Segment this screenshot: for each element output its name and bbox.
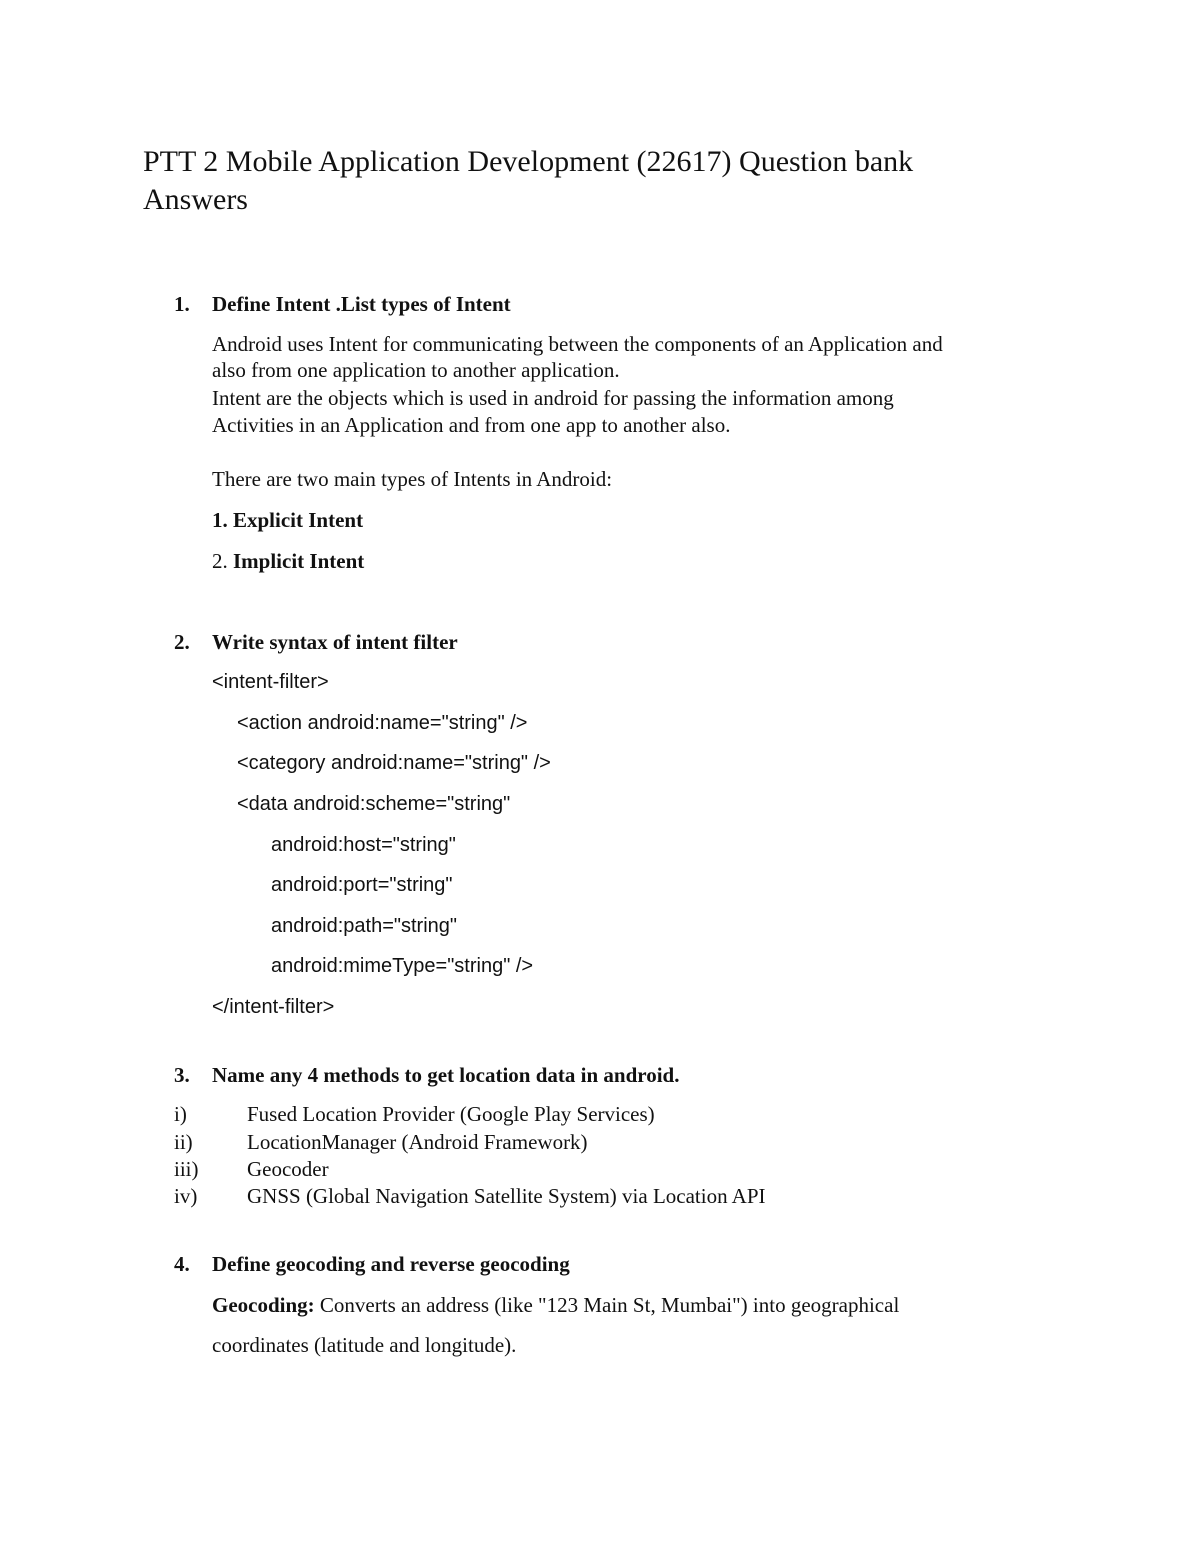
document-title-line1: PTT 2 Mobile Application Development (22617) Question bank xyxy=(143,145,914,178)
q1-answer-line-2: also from one application to another application. xyxy=(212,358,620,382)
code-line-1: <intent-filter> xyxy=(212,671,329,693)
q1-type-2 xyxy=(212,549,364,574)
question-3-heading: Name any 4 methods to get location data in android. xyxy=(212,1063,680,1087)
document-title-line2: Answers xyxy=(143,183,248,216)
q1-types-intro: There are two main types of Intents in Android: xyxy=(212,467,613,491)
code-line-5: android:host="string" xyxy=(271,834,456,856)
q3-item-2-number: ii) xyxy=(174,1130,193,1154)
q4-definition-line-2: coordinates (latitude and longitude). xyxy=(212,1333,517,1357)
q4-term: Geocoding: xyxy=(212,1293,315,1317)
q3-item-4-number: iv) xyxy=(174,1184,198,1208)
question-2-heading: Write syntax of intent filter xyxy=(212,630,458,654)
question-2-number: 2. xyxy=(174,630,190,654)
code-line-3: <category android:name="string" /> xyxy=(237,752,551,774)
q3-item-3-number: iii) xyxy=(174,1157,199,1181)
q1-type-1-number: 1. xyxy=(212,508,228,532)
q1-answer-line-4: Activities in an Application and from one app to another also. xyxy=(212,413,731,437)
q1-type-1 xyxy=(212,508,363,533)
code-line-6: android:port="string" xyxy=(271,874,453,896)
q3-item-2: LocationManager (Android Framework) xyxy=(247,1130,588,1154)
q1-type-2-number: 2. xyxy=(212,549,228,573)
q3-item-1: Fused Location Provider (Google Play Services) xyxy=(247,1102,655,1126)
q3-item-4: GNSS (Global Navigation Satellite System) via Location API xyxy=(247,1184,766,1208)
code-line-2: <action android:name="string" /> xyxy=(237,712,528,734)
q3-item-1-number: i) xyxy=(174,1102,187,1126)
code-line-7: android:path="string" xyxy=(271,915,457,937)
question-3-number: 3. xyxy=(174,1063,190,1087)
code-line-9: </intent-filter> xyxy=(212,996,335,1018)
q1-type-2-label: Implicit Intent xyxy=(233,549,365,573)
question-1-heading: Define Intent .List types of Intent xyxy=(212,292,511,316)
q3-item-3: Geocoder xyxy=(247,1157,329,1181)
code-line-8: android:mimeType="string" /> xyxy=(271,955,534,977)
q1-type-1-label: Explicit Intent xyxy=(233,508,364,532)
question-4-number: 4. xyxy=(174,1252,190,1276)
q4-definition-text: Converts an address (like "123 Main St, Mumbai") into geographical xyxy=(319,1293,900,1317)
q1-answer-line-3: Intent are the objects which is used in android for passing the information among xyxy=(212,386,894,410)
q4-definition-line-1 xyxy=(212,1293,899,1318)
question-1-number: 1. xyxy=(174,292,190,316)
question-4-heading: Define geocoding and reverse geocoding xyxy=(212,1252,570,1276)
q1-answer-line-1: Android uses Intent for communicating between the components of an Application and xyxy=(212,332,943,356)
code-line-4: <data android:scheme="string" xyxy=(237,793,511,815)
